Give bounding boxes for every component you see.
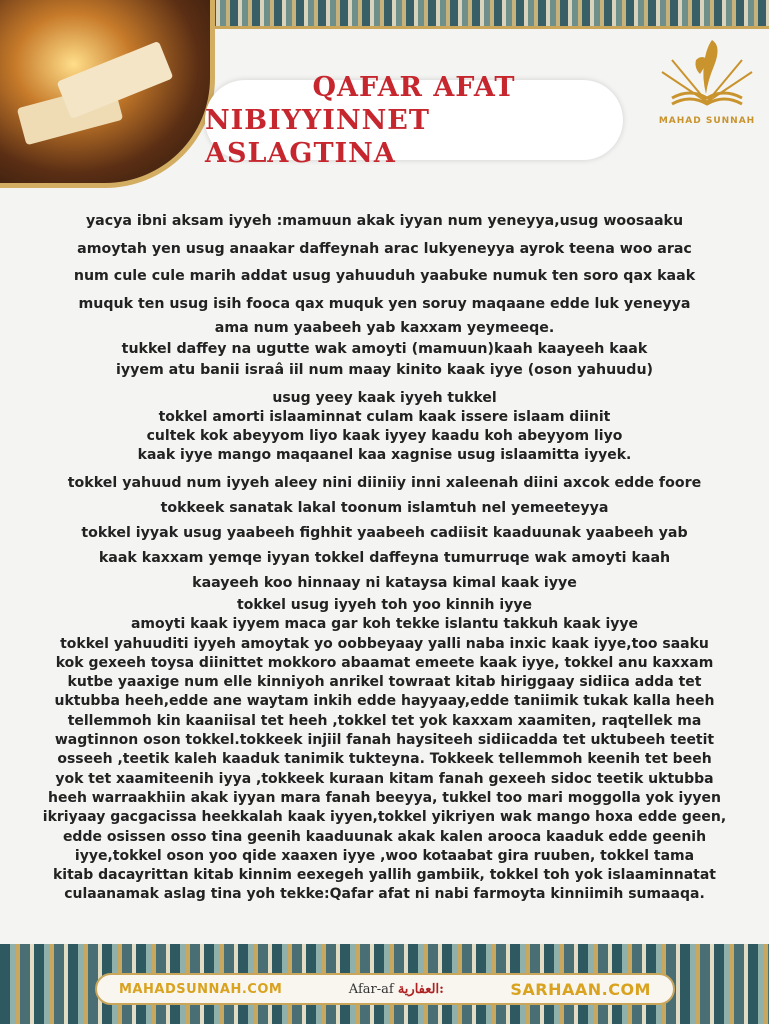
language-label [349,982,444,997]
mahad-sunnah-logo [652,32,762,128]
text-line: tokkel iyyak usug yaabeeh fighhit yaabeeh cadiisit kaaduunak yaabeeh yab [81,525,688,541]
text-line: tokkel yahuuditi iyyeh amoytak yo oobbeyaay yalli naba inxic kaak iyye,too saaku [60,635,709,652]
footer-link-mahadsunnah[interactable]: MAHADSUNNAH.COM [119,981,283,997]
quran-stand-photo [0,0,215,188]
text-line: usug yeey kaak iyyeh tukkel [272,390,497,406]
text-line: osseeh ,teetik kaleh kaaduk tanimik tukteyna. Tokkeek tellemmoh keenih tet beeh [57,751,712,768]
text-line: ama num yaabeeh yab kaxxam yeymeeqe. [214,320,555,336]
text-line: tokkel amorti islaaminnat culam kaak issere islaam diinit [158,409,611,425]
text-line: cultek kok abeyyom liyo kaak iyyey kaadu koh abeyyom liyo [146,428,623,444]
text-line: amoytah yen usug anaakar daffeynah arac lukyeneyya ayrok teena woo arac [77,240,692,257]
paragraph-2 [28,318,741,381]
language-label-latin: Afar-af [348,981,394,997]
language-label-arabic: العفارية: [397,981,444,997]
text-line: kitab dacayrittan kitab kinnim eexegeh yallih gambiik, tokkel toh yok islaaminnatat [53,867,716,884]
article-body [28,208,741,905]
footer-bar [95,973,675,1005]
quran-book-pen-icon [652,32,762,112]
logo-label: MAHAD SUNNAH [658,116,756,126]
text-line: yacya ibni aksam iyyeh :mamuun akak iyyan num yeneyya,usug woosaaku [85,213,684,229]
text-line: iyyem atu banii israâ iil num maay kinito kaak iyye (oson yahuudu) [115,362,654,378]
text-line: tokkel yahuud num iyyeh aleey nini diiniiy inni xaleenah diini axcok edde foore [67,475,702,491]
text-line: kutbe yaaxige num elle kinniyoh anrikel towraat kitab hiriggaay sidiica adda tet [67,674,702,691]
text-line: kaayeeh koo hinnaay ni kataysa kimal kaak iyye [192,575,577,591]
text-line: tellemmoh kin kaaniisal tet heeh ,tokkel tet yok kaxxam xaamiten, raqtellek ma [67,712,702,729]
text-line: muquk ten usug isih fooca qax muquk yen soruy maqaane edde luk yeneyya [78,295,691,312]
text-line: kaak iyye mango maqaanel kaa xagnise usug islaamitta iyyek. [137,447,632,463]
title-line-1: QAFAR AFAT [312,71,516,103]
text-line: tokkel usug iyyeh toh yoo kinnih iyye [237,597,532,613]
text-line: edde osissen osso tina geenih kaaduunak akak kalen arooca kaaduk edde geenih [62,828,707,845]
text-line: tokkeek sanatak lakal toonum islamtuh nel yemeeteyya [160,500,609,516]
text-line: amoyti kaak iyyem maca gar koh tekke islantu takkuh kaak iyye [130,616,639,633]
text-line: culaanamak aslag tina yoh tekke:Qafar afat ni nabi farmoyta kinniimih sumaaqa. [64,886,705,903]
text-line: kaak kaxxam yemqe iyyan tokkel daffeyna tumurruqe wak amoyti kaah [98,550,671,566]
paragraph-4 [28,471,741,596]
paragraph-5 [28,596,741,905]
footer-link-sarhaan[interactable]: SARHAAN.COM [510,979,651,999]
text-line: num cule cule marih addat usug yahuuduh yaabuke numuk ten soro qax kaak [73,268,696,284]
text-line: uktubba heeh,edde ane waytam inkih edde hayyaay,edde taniimik tukak kalla heeh [54,693,715,710]
text-line: heeh warraakhiin akak iyyan mara fanah beeyya, tukkel too mari moggolla yok iyyen [48,789,721,806]
text-line: yok tet xaamiteenih iyya ,tokkeek kuraan kitam fanah gexeeh sidoc teetik uktubba [55,770,714,787]
paragraph-1 [28,208,741,318]
text-line: wagtinnon oson tokkel.tokkeek injiil fanah haysiteeh sidiicadda tet uktubeeh teetit [54,732,715,749]
paragraph-3 [28,389,741,465]
title-banner [205,71,623,169]
text-line: ikriyaay gacgacissa heekkalah kaak iyyen,tokkel yikriyen wak mango hoxa edde geen, [42,809,727,826]
text-line: iyye,tokkel oson yoo qide xaaxen iyye ,woo kotaabat gira ruuben, tokkel tama [74,847,695,864]
text-line: tukkel daffey na ugutte wak amoyti (mamuun)kaah kaayeeh kaak [121,341,648,357]
title-line-2: NIBIYYINNET ASLAGTINA [205,104,430,169]
text-line: kok gexeeh toysa diinittet mokkoro abaamat emeete kaak iyye, tokkel anu kaxxam [55,654,714,671]
